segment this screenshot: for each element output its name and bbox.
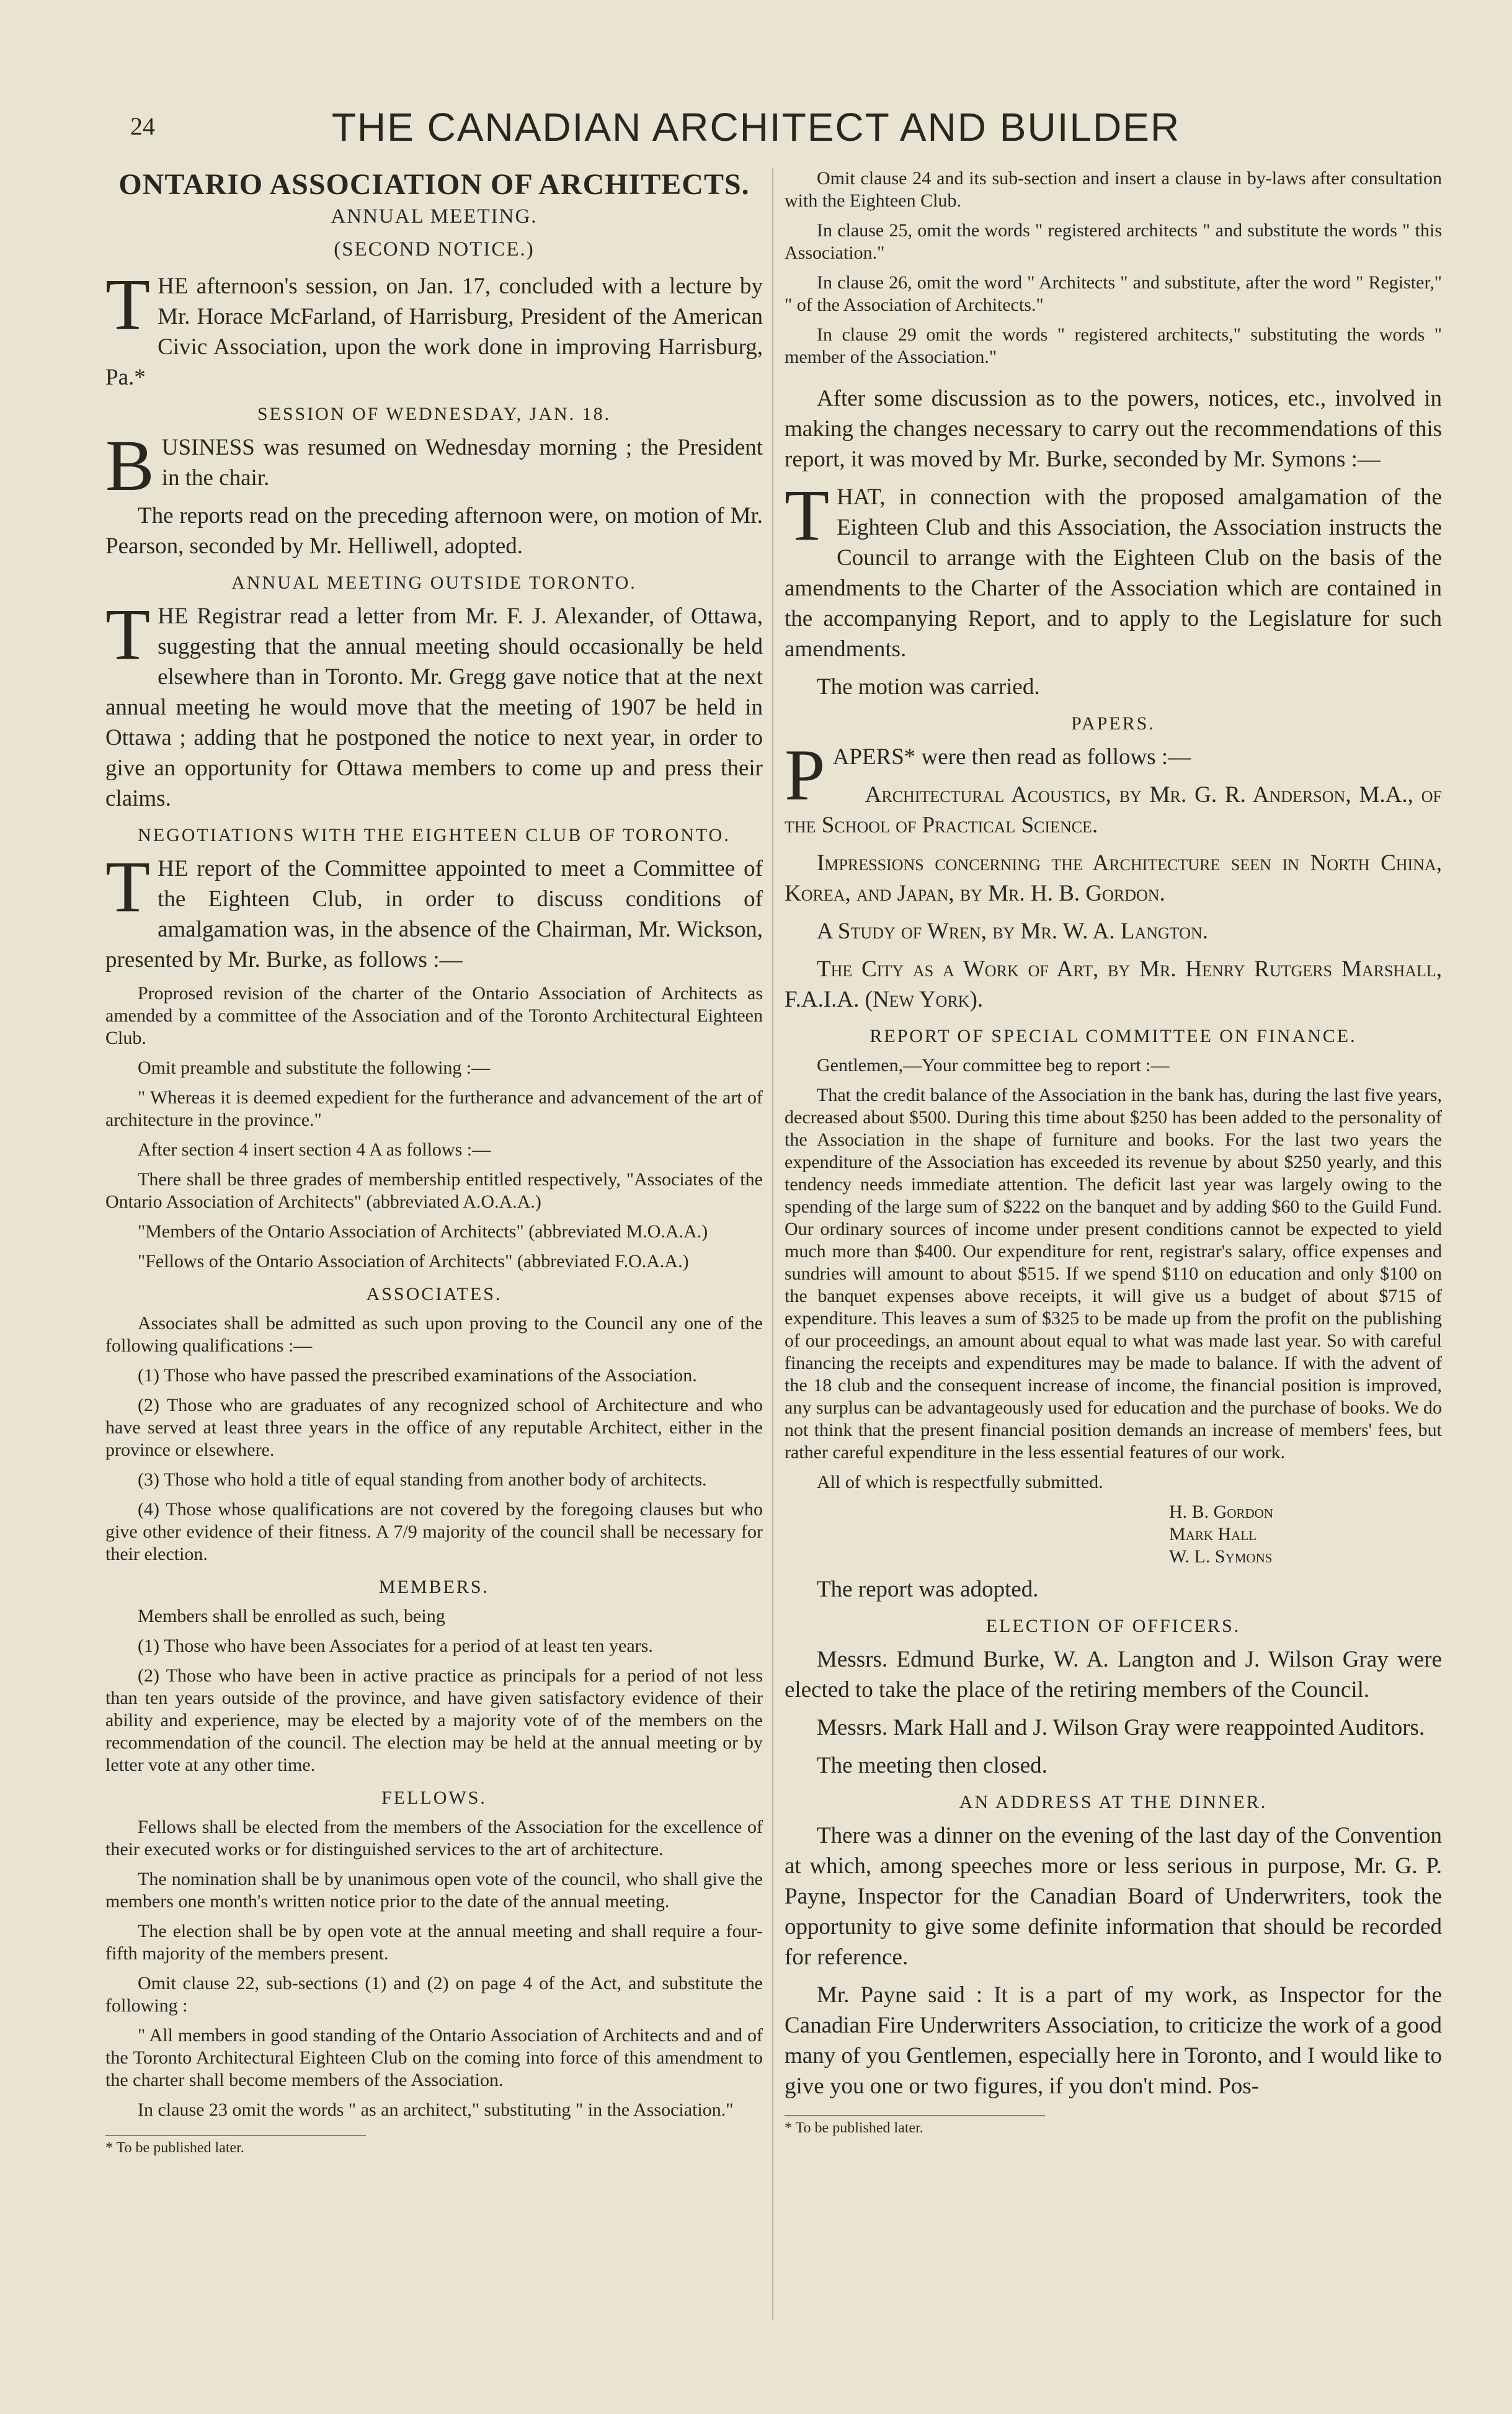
charter-clause: Omit clause 22, sub-sections (1) and (2) on page 4 of the Act, and substitute the following :: [105, 1973, 763, 2016]
section-heading-session: SESSION OF WEDNESDAY, JAN. 18.: [257, 404, 611, 424]
drop-cap: T: [105, 264, 151, 345]
paragraph-text: HE report of the Committee appointed to meet a Committee of the Eighteen Club, in order to discuss conditions of amalgamation was, in the absence of the Chairman, Mr. Wickson, presented by Mr. Burke, as follows :—: [105, 856, 763, 973]
paragraph-dinner: There was a dinner on the evening of the last day of the Convention at which, among speeches more or less serious in purpose, Mr. G. P. Payne, Inspector for the Canadian Board of Underwriters, took the opportunity to give some definite information that should be recorded for reference.: [785, 1823, 1442, 1970]
charter-clause: In clause 26, omit the word " Architects " and substitute, after the word " Register," " of the Association of Architects.": [785, 272, 1442, 315]
left-column: [105, 167, 763, 2157]
paragraph-payne: Mr. Payne said : It is a part of my work, as Inspector for the Canadian Fire Underwriters Association, to criticize the work of a good many of you Gentlemen, especially here in Toronto, and I would like to give you one or two figures, if you don't mind. Pos-: [785, 1982, 1442, 2099]
paper-title: A Study of Wren, by Mr. W. A. Langton.: [817, 919, 1208, 944]
paragraph-business: [105, 425, 763, 506]
paper-title: The City as a Work of Art, by Mr. Henry Rutgers Marshall, F.A.I.A. (New York).: [785, 956, 1442, 1012]
signature-line: W. L. Symons: [1169, 1546, 1273, 1567]
footnote-rule: [785, 2115, 1045, 2116]
paragraph-election: Messrs. Edmund Burke, W. A. Langton and J. Wilson Gray were elected to take the place of the retiring members of the Council.: [785, 1647, 1442, 1703]
charter-clause: The election shall be by open vote at the annual meeting and shall require a four-fifth majority of the members present.: [105, 1921, 763, 1964]
paper-item: [785, 848, 1442, 909]
paragraph-reports: The reports read on the preceding afternoon were, on motion of Mr. Pearson, seconded by Mr. Helliwell, adopted.: [105, 503, 763, 559]
paragraph-text: HE afternoon's session, on Jan. 17, concluded with a lecture by Mr. Horace McFarland, of Harrisburg, President of the American Civic Association, upon the work done in improving Harrisburg, Pa.*: [105, 274, 763, 390]
charter-clause: " All members in good standing of the Ontario Association of Architects and and of the Toronto Architectural Eighteen Club on the coming into force of this amendment to the charter shall become members of the Association.: [105, 2025, 763, 2090]
charter-clause: (3) Those who hold a title of equal standing from another body of architects.: [138, 1469, 707, 1490]
paragraph-meeting-closed: The meeting then closed.: [817, 1753, 1047, 1778]
charter-clause: (1) Those who have passed the prescribed examinations of the Association.: [138, 1365, 697, 1386]
finance-closing: All of which is respectfully submitted.: [817, 1472, 1103, 1492]
paragraph-text: HE Registrar read a letter from Mr. F. J. Alexander, of Ottawa, suggesting that the annual meeting should occasionally be held elsewhere than in Toronto. Mr. Gregg gave notice that at the next annual meeting he would move that the meeting of 1907 be held in Ottawa ; adding that he postponed the notice to next year, in order to give an opportunity for Ottawa members to come up and press their claims.: [105, 604, 763, 811]
section-heading-address: AN ADDRESS AT THE DINNER.: [959, 1792, 1268, 1812]
charter-clause: (2) Those who are graduates of any recognized school of Architecture and who have served at least three years in the office of any reputable Architect, either in the province or elsewhere.: [105, 1395, 763, 1460]
charter-clause: "Members of the Ontario Association of Architects" (abbreviated M.O.A.A.): [138, 1221, 708, 1242]
charter-clause: Fellows shall be elected from the members of the Association for the excellence of their executed works or for distinguished services to the art of architecture.: [105, 1817, 763, 1859]
paragraph-auditors: Messrs. Mark Hall and J. Wilson Gray were reappointed Auditors.: [817, 1715, 1425, 1740]
right-column: [785, 167, 1442, 2137]
charter-clause: " Whereas it is deemed expedient for the furtherance and advancement of the art of architecture in the province.": [105, 1087, 763, 1130]
drop-cap: B: [105, 425, 154, 506]
paper-title: Impressions concerning the Architecture seen in North China, Korea, and Japan, by Mr. H. B. Gordon.: [785, 850, 1442, 906]
page-number: 24: [130, 112, 155, 140]
section-heading-negotiations: NEGOTIATIONS WITH THE EIGHTEEN CLUB OF TORONTO.: [138, 825, 731, 845]
charter-clause: The nomination shall be by unanimous open vote of the council, who shall give the members one month's written notice prior to the date of the annual meeting.: [105, 1869, 763, 1912]
charter-clause: In clause 25, omit the words " registered architects " and substitute the words " this Association.": [785, 220, 1442, 263]
section-heading-papers: PAPERS.: [1071, 713, 1155, 734]
drop-cap: T: [785, 474, 830, 556]
finance-report-body: That the credit balance of the Association in the bank has, during the last five years, decreased about $500. During this time about $250 has been added to the personality of the Association in the shape of furniture and books. For the last two years the expenditure of the Association has exceeded its revenue by about $250 yearly, and this tendency needs immediate attention. The deficit last year was largely owing to the spending of the large sum of $222 on the banquet and by adding $60 to the Guild Fund. Our ordinary sources of income under present conditions cannot be expected to yield much more than $400. Our expenditure for rent, registrar's salary, office expenses and sundries will amount to about $515. If we spend $110 on education and only $100 on the banquet expenses above receipts, it will give us a budget of about $715 of expenditure. This leaves a sum of $325 to be made up from the profit on the publishing of our proceedings, an amount about equal to what was made last year. So with careful financing the receipts and expenditures may be made to balance. If with the advent of the 18 club and the consequent increase of income, the financial position is improved, any surplus can be advantageously used for education and the purchase of books. We do not think that the present financial position demands an increase of members' fees, but rather careful expenditure in the less essential features of our work.: [785, 1085, 1442, 1463]
charter-clause: Omit clause 24 and its sub-section and insert a clause in by-laws after consultation with the Eighteen Club.: [785, 168, 1442, 211]
section-heading-election: ELECTION OF OFFICERS.: [985, 1616, 1241, 1636]
paragraph-committee-report: [105, 846, 763, 975]
charter-clause: There shall be three grades of membership entitled respectively, "Associates of the Ontario Association of Architects" (abbreviated A.O.A.A.): [105, 1169, 763, 1212]
section-heading-finance: REPORT OF SPECIAL COMMITTEE ON FINANCE.: [869, 1026, 1357, 1046]
footnote-rule: [105, 2135, 366, 2136]
paragraph-afternoon-session: [105, 264, 763, 393]
article-subtitle: ANNUAL MEETING.: [331, 205, 538, 228]
charter-clause: In clause 23 omit the words " as an architect," substituting " in the Association.": [138, 2100, 734, 2120]
section-heading-associates: ASSOCIATES.: [366, 1284, 502, 1304]
charter-clause: After section 4 insert section 4 A as follows :—: [138, 1139, 491, 1160]
paragraph-report-adopted: The report was adopted.: [817, 1577, 1039, 1602]
charter-clause: (4) Those whose qualifications are not covered by the foregoing clauses but who give other evidence of their fitness. A 7/9 majority of the council shall be necessary for their election.: [105, 1499, 763, 1564]
charter-clause: Associates shall be admitted as such upon proving to the Council any one of the following qualifications :—: [105, 1313, 763, 1356]
paper-item: [785, 780, 1442, 840]
paragraph-motion-carried: The motion was carried.: [817, 674, 1040, 700]
signature-line: Mark Hall: [1169, 1524, 1256, 1544]
charter-clause: (1) Those who have been Associates for a period of at least ten years.: [138, 1636, 653, 1656]
charter-clause: In clause 29 omit the words " registered architects," substituting the words " member of the Association.": [785, 324, 1442, 367]
paper-title: Architectural Acoustics, by Mr. G. R. Anderson, M.A., of the School of Practical Science.: [785, 782, 1442, 838]
paper-item: [785, 954, 1442, 1015]
finance-salutation: Gentlemen,—Your committee beg to report :—: [817, 1055, 1170, 1076]
paragraph-text: HAT, in connection with the proposed amalgamation of the Eighteen Club and this Association, the Association instructs the Council to arrange with the Eighteen Club on the basis of the amendments to the Charter of the Association which are contained in the accompanying Report, and to apply to the Legislature for such amendments.: [785, 484, 1442, 662]
drop-cap: T: [105, 846, 151, 927]
paragraph-resolution: [785, 474, 1442, 664]
charter-clause: (2) Those who have been in active practice as principals for a period of not less than ten years outside of the province, and have given satisfactory evidence of their ability and experience, may be elected by a majority vote of of the members on the recommendation of the council. The election may be held at the annual meeting or by letter vote at any other time.: [105, 1665, 763, 1775]
section-heading-outside-toronto: ANNUAL MEETING OUTSIDE TORONTO.: [231, 572, 637, 593]
drop-cap: T: [105, 594, 151, 675]
article-title: ONTARIO ASSOCIATION OF ARCHITECTS.: [118, 168, 750, 201]
paragraph-text: USINESS was resumed on Wednesday morning ; the President in the chair.: [161, 435, 763, 491]
paper-item: [785, 916, 1442, 946]
section-heading-members: MEMBERS.: [378, 1577, 490, 1597]
paragraph-text: APERS* were then read as follows :—: [832, 744, 1191, 770]
running-title: THE CANADIAN ARCHITECT AND BUILDER: [331, 105, 1181, 149]
charter-clause: "Fellows of the Ontario Association of Architects" (abbreviated F.O.A.A.): [138, 1251, 689, 1272]
footnote: * To be published later.: [785, 2120, 923, 2136]
signature-line: H. B. Gordon: [1169, 1502, 1274, 1522]
footnote: * To be published later.: [105, 2140, 244, 2156]
column-divider: [772, 167, 773, 2320]
charter-clause: Omit preamble and substitute the following :—: [138, 1058, 491, 1078]
section-heading-fellows: FELLOWS.: [381, 1788, 487, 1808]
drop-cap: P: [785, 734, 825, 816]
charter-revision-intro: Proprosed revision of the charter of the Ontario Association of Architects as amended by a committee of the Association and of the Toronto Architectural Eighteen Club.: [105, 983, 763, 1048]
paragraph-registrar: [105, 594, 763, 814]
charter-clause: Members shall be enrolled as such, being: [138, 1606, 445, 1626]
paragraph-discussion: After some discussion as to the powers, notices, etc., involved in making the changes necessary to carry out the recommendations of this report, it was moved by Mr. Burke, seconded by Mr. Symons :—: [785, 386, 1442, 472]
notice-label: (SECOND NOTICE.): [334, 238, 535, 261]
